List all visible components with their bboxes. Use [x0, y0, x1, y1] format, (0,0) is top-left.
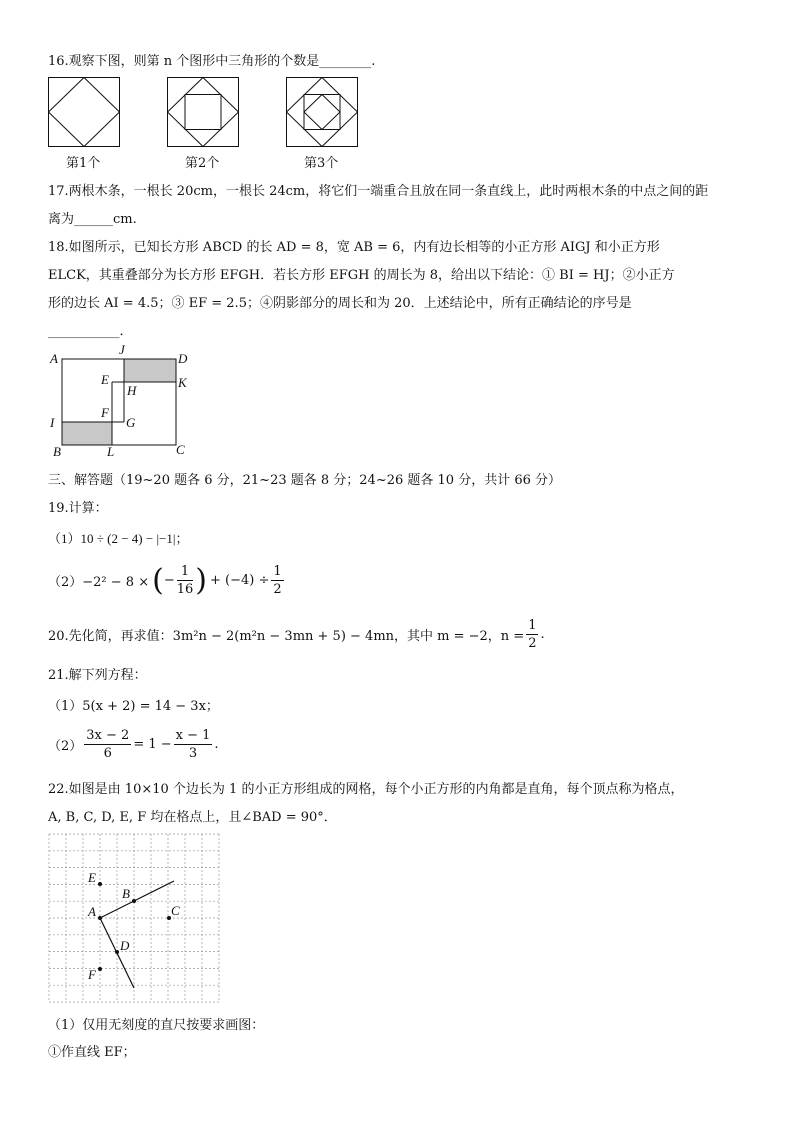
q16-caption-1: 第1个 [66, 156, 101, 171]
q19-frac-b-den: 2 [273, 581, 282, 597]
q16-caption-3: 第3个 [304, 156, 339, 171]
q18-label-g: G [126, 415, 136, 430]
q20-end: . [540, 626, 545, 642]
q19-frac-a-den: 16 [176, 581, 194, 597]
q21-part-1: （1）5(x + 2) = 14 − 3x； [48, 699, 219, 714]
q21-frac1-den: 6 [103, 745, 112, 761]
q22-line-2: A, B, C, D, E, F 均在格点上，且∠BAD = 90°． [48, 810, 337, 825]
q18-label-d: D [178, 351, 188, 366]
q22-label-d: D [120, 938, 130, 953]
q21-end: . [214, 736, 219, 752]
q17-line-1: 17.两根木条，一根长 20cm，一根长 24cm，将它们一端重合且放在同一条直线上，此时两根木条的中点之间的距 [48, 184, 709, 199]
q18-label-f: F [101, 405, 109, 420]
q22-sub-1: （1）仅用无刻度的直尺按要求画图： [48, 1018, 265, 1033]
q21-mid: = 1 − [133, 736, 172, 752]
q19-part-2-a: （2）−2² − 8 × [48, 574, 150, 590]
q18-label-j: J [119, 342, 125, 357]
q16-figure-3 [286, 77, 358, 147]
q21-frac1-num: 3x − 2 [86, 727, 130, 743]
q18-label-b: B [53, 444, 61, 459]
q22-gridlines [49, 834, 219, 1002]
q17-line-2: 离为______cm. [48, 212, 137, 227]
q19-part-1: （1）10 ÷ (2 − 4) − |−1|； [48, 531, 189, 546]
q16-figure-1 [48, 77, 120, 147]
q18-label-c: C [176, 442, 185, 457]
q21-frac2-num: x − 1 [175, 727, 211, 743]
q16-text: 16.观察下图，则第 n 个图形中三角形的个数是________. [48, 54, 376, 69]
q18-label-l: L [107, 444, 115, 459]
q20-text: 20.先化简，再求值：3m²n − 2(m²n − 3mn + 5) − 4mn，其中 m = −2，n = [48, 628, 525, 644]
q18-line-1: 18.如图所示，已知长方形 ABCD 的长 AD = 8，宽 AB = 6，内有边长相等的小正方形 AIGJ 和小正方形 [48, 240, 660, 255]
q22-label-a: A [88, 904, 96, 919]
q22-line-1: 22.如图是由 10×10 个边长为 1 的小正方形组成的网格，每个小正方形的内角都是直角，每个顶点称为格点， [48, 782, 684, 797]
q18-label-e: E [101, 372, 109, 387]
q18-label-a: A [50, 351, 58, 366]
q19-frac-b-num: 1 [273, 563, 282, 579]
q19-frac-a-num: 1 [177, 563, 194, 581]
q18-label-h: H [127, 383, 137, 398]
q18-line-2: ELCK，其重叠部分为长方形 EFGH．若长方形 EFGH 的周长为 8，给出以下结论：① BI = HJ；②小正方 [48, 268, 675, 283]
q18-label-i: I [50, 415, 55, 430]
q18-line-4: ___________． [48, 324, 133, 339]
q19-part-2-b: + (−4) ÷ [210, 572, 270, 588]
q20-frac-den: 2 [528, 635, 537, 651]
q21-title: 21.解下列方程： [48, 668, 147, 683]
q16-caption-2: 第2个 [185, 156, 220, 171]
section-3-heading: 三、解答题（19~20 题各 6 分，21~23 题各 8 分；24~26 题各 10 分，共计 66 分） [48, 473, 562, 488]
q18-label-k: K [178, 375, 187, 390]
q21-frac2-den: 3 [188, 745, 198, 761]
q22-label-c: C [171, 903, 180, 918]
q18-figure [44, 342, 204, 460]
q21-part-2-pre: （2） [48, 738, 83, 754]
q19-title: 19.计算： [48, 501, 108, 516]
q22-label-b: B [122, 886, 130, 901]
q21-part-2 [48, 724, 219, 764]
q22-grid-figure [48, 833, 221, 1004]
q20-line [48, 614, 545, 654]
q16-figure-2 [167, 77, 239, 147]
q18-line-3: 形的边长 AI = 4.5；③ EF = 2.5；④阴影部分的周长和为 20．上述结论中，所有正确结论的序号是 [48, 296, 632, 311]
q19-part-2: （2）−2² − 8 × ( − $\frac{1}{16}$ ) + (−4) ÷ $\frac{1}{2}$ [48, 562, 282, 598]
q22-label-f: F [88, 967, 96, 982]
q22-sub-1a: ①作直线 EF； [48, 1045, 136, 1060]
q22-label-e: E [88, 870, 96, 885]
q20-frac-num: 1 [528, 617, 537, 633]
